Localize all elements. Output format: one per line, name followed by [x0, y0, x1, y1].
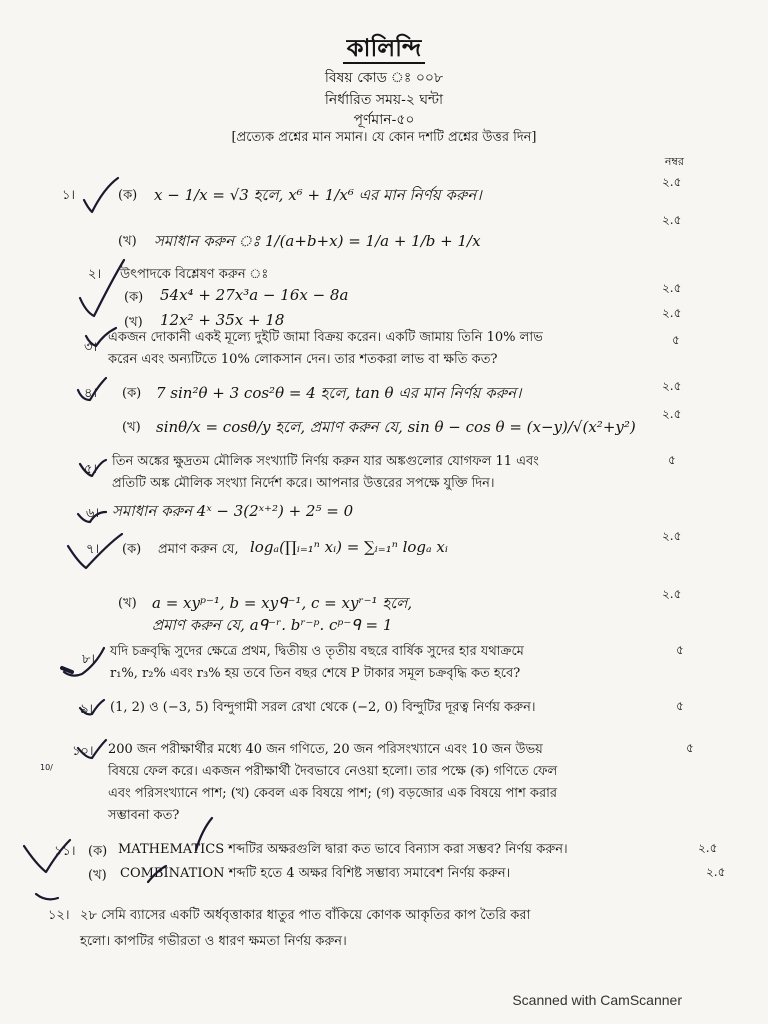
question-number: ৪। — [84, 386, 98, 401]
question-text: MATHEMATICS শব্দটির অক্ষরগুলি দ্বারা কত ভাবে বিন্যাস করা সম্ভব? নির্ণয় করুন। — [118, 842, 568, 857]
q1b-expression: সমাধান করুন ঃ 1/(a+b+x) = 1/a + 1/b + 1/x — [154, 232, 481, 250]
question-text: যদি চক্রবৃদ্ধি সুদের ক্ষেত্রে প্রথম, দ্বিতীয় ও তৃতীয় বছরে বার্ষিক সুদের হার যথাক্রমে — [110, 644, 524, 659]
marks-value: ৫ — [676, 643, 684, 657]
question-text: বিষয়ে ফেল করে। একজন পরীক্ষার্থী দৈবভাবে নেওয়া হলো। তার পক্ষে (ক) গণিতে ফেল — [108, 764, 558, 779]
marks-value: ২.৫ — [662, 407, 682, 421]
question-number: ২। — [88, 267, 102, 282]
question-number: ১২। — [48, 908, 70, 923]
question-number: ৫। — [84, 462, 98, 477]
question-text: (1, 2) ও (−3, 5) বিন্দুগামী সরল রেখা থেকে (−2, 0) বিন্দুটির দূরত্ব নির্ণয় করুন। — [110, 700, 536, 715]
question-number: ৯। — [80, 702, 94, 717]
sub-label: (খ) — [118, 596, 137, 611]
marks-value: ২.৫ — [662, 587, 682, 601]
svg-text:10/: 10/ — [40, 763, 53, 772]
question-text: এবং পরিসংখ্যানে পাশ; (খ) কেবল এক বিষয়ে পাশ; (গ) বড়জোর এক বিষয়ে পাশ করার — [108, 786, 558, 801]
q6-expression: সমাধান করুন 4ˣ − 3(2ˣ⁺²) + 2⁵ = 0 — [112, 502, 354, 520]
marks-value: ২.৫ — [698, 841, 718, 855]
marks-value: ২.৫ — [662, 213, 682, 227]
question-number: ১১। — [54, 844, 76, 859]
question-text: হলো। কাপটির গভীরতা ও ধারণ ক্ষমতা নির্ণয় করুন। — [80, 934, 347, 949]
sub-label: (ক) — [88, 844, 108, 859]
question-number: ৭। — [86, 542, 100, 557]
marks-value: ২.৫ — [662, 175, 682, 189]
sub-label: (খ) — [118, 234, 137, 249]
sub-label: (ক) — [124, 290, 144, 305]
marks-value: ৫ — [676, 699, 684, 713]
exam-duration: নির্ধারিত সময়-২ ঘন্টা — [324, 92, 444, 108]
sub-label: (ক) — [122, 386, 142, 401]
marks-heading: নম্বর — [664, 155, 684, 168]
marks-value: ৫ — [668, 453, 676, 467]
marks-value: ২.৫ — [706, 865, 726, 879]
q7a-expression: logₐ(∏ᵢ₌₁ⁿ xᵢ) = ∑ᵢ₌₁ⁿ logₐ xᵢ — [250, 538, 448, 556]
question-text: r₁%, r₂% এবং r₃% হয় তবে তিন বছর শেষে P টাকার সমূল চক্রবৃদ্ধি কত হবে? — [110, 666, 521, 681]
instruction: [প্রত্যেক প্রশ্নের মান সমান। যে কোন দশটি প্রশ্নের উত্তর দিন] — [231, 130, 537, 145]
marks-value: ২.৫ — [662, 529, 682, 543]
question-text: প্রতিটি অঙ্ক মৌলিক সংখ্যা নির্দেশ করে। আপনার উত্তরের সপক্ষে যুক্তি দিন। — [112, 476, 495, 491]
question-text: উৎপাদকে বিশ্লেষণ করুন ঃ — [120, 267, 269, 282]
question-number: ৬। — [86, 506, 100, 521]
sub-label: (খ) — [88, 868, 107, 883]
marks-value: ২.৫ — [662, 306, 682, 320]
q7b-expression-2: প্রমাণ করুন যে, aᑫ⁻ʳ. bʳ⁻ᵖ. cᵖ⁻ᑫ = 1 — [152, 616, 393, 634]
sub-label: (খ) — [124, 315, 143, 330]
q1a-expression: x − 1/x = √3 হলে, x⁶ + 1/x⁶ এর মান নির্ণয় করুন। — [154, 186, 482, 204]
marks-value: ৫ — [686, 741, 694, 755]
question-number: ৩। — [84, 340, 98, 355]
q4b-expression: sinθ/x = cosθ/y হলে, প্রমাণ করুন যে, sin θ − cos θ = (x−y)/√(x²+y²) — [156, 418, 636, 436]
marks-value: ২.৫ — [662, 379, 682, 393]
marks-value: ২.৫ — [662, 281, 682, 295]
question-number: ১০। — [72, 744, 94, 759]
sub-label: (ক) — [118, 188, 138, 203]
question-text: তিন অঙ্কের ক্ষুদ্রতম মৌলিক সংখ্যাটি নির্ণয় করুন যার অঙ্কগুলোর যোগফল 11 এবং — [112, 454, 539, 469]
question-text: প্রমাণ করুন যে, — [158, 542, 239, 557]
q7b-expression: a = xyᵖ⁻¹, b = xyᑫ⁻¹, c = xyʳ⁻¹ হলে, — [152, 594, 413, 612]
question-text: 200 জন পরীক্ষার্থীর মধ্যে 40 জন গণিতে, 20 জন পরিসংখ্যানে এবং 10 জন উভয় — [108, 742, 543, 757]
question-text: সম্ভাবনা কত? — [108, 808, 180, 823]
sub-label: (ক) — [122, 542, 142, 557]
scanner-watermark: Scanned with CamScanner — [512, 992, 682, 1008]
subject-code: বিষয় কোড ঃ ০০৮ — [324, 70, 444, 86]
q4a-expression: 7 sin²θ + 3 cos²θ = 4 হলে, tan θ এর মান নির্ণয় করুন। — [156, 384, 522, 402]
question-text: COMBINATION শব্দটি হতে 4 অক্ষর বিশিষ্ট সম্ভাব্য সমাবেশ নির্ণয় করুন। — [120, 866, 511, 881]
paper-title: কালিন্দি — [0, 30, 768, 70]
marks-value: ৫ — [672, 333, 680, 347]
question-number: ১। — [62, 188, 76, 203]
q2a-expression: 54x⁴ + 27x³a − 16x − 8a — [160, 286, 349, 304]
full-marks: পূর্ণমান-৫০ — [353, 112, 415, 128]
question-number: ৮। — [82, 652, 96, 667]
question-text: ২৮ সেমি ব্যাসের একটি অর্ধবৃত্তাকার ধাতুর পাত বাঁকিয়ে কোণক আকৃতির কাপ তৈরি করা — [80, 908, 531, 923]
question-text: একজন দোকানী একই মূল্যে দুইটি জামা বিক্রয় করেন। একটি জামায় তিনি 10% লাভ — [108, 330, 543, 345]
question-text: করেন এবং অন্যটিতে 10% লোকসান দেন। তার শতকরা লাভ বা ক্ষতি কত? — [108, 352, 498, 367]
sub-label: (খ) — [122, 420, 141, 435]
q2b-expression: 12x² + 35x + 18 — [160, 311, 285, 329]
